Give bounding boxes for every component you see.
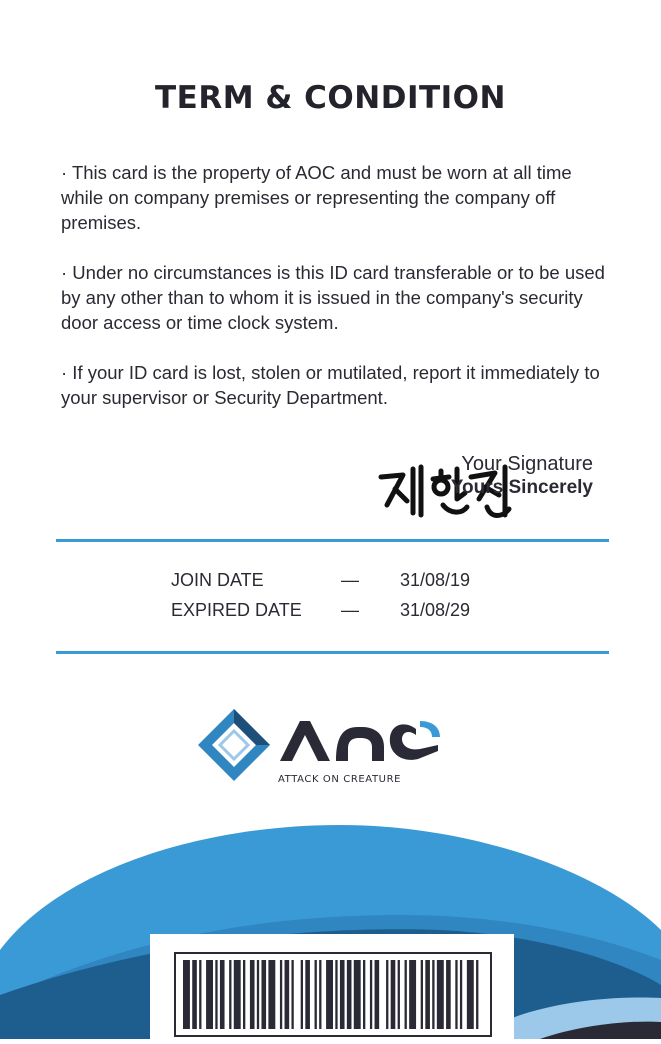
barcode-bar xyxy=(319,960,321,1029)
barcode-bar xyxy=(301,960,303,1029)
expired-date-separator: — xyxy=(341,600,359,620)
join-date-value: 31/08/19 xyxy=(400,570,471,590)
diamond-logo-icon xyxy=(198,709,270,781)
barcode-bar xyxy=(215,960,217,1029)
barcode-bar xyxy=(446,960,451,1029)
aoc-logo xyxy=(196,707,446,789)
barcode-bar xyxy=(243,960,245,1029)
barcode-bar xyxy=(280,960,282,1029)
signature-label: Your Signature xyxy=(461,453,593,475)
barcode-bar xyxy=(315,960,317,1029)
barcode-card xyxy=(150,934,514,1044)
dates-block xyxy=(171,570,511,630)
barcode-bar xyxy=(425,960,430,1029)
barcode-bar xyxy=(398,960,400,1029)
barcode-bar xyxy=(305,960,310,1029)
term-clause: · If your ID card is lost, stolen or mutilated, report it immediately to your supervisor or Security Department. xyxy=(61,362,600,408)
barcode-bar xyxy=(261,960,266,1029)
barcode-bar xyxy=(370,960,372,1029)
barcode-bar xyxy=(467,960,474,1029)
barcode-bar xyxy=(375,960,380,1029)
barcode-bar xyxy=(432,960,434,1029)
term-clause: · This card is the property of AOC and must be worn at all time while on company premises or representing the company off premises. xyxy=(61,162,572,233)
barcode-bar xyxy=(340,960,345,1029)
barcode-bar xyxy=(455,960,457,1029)
barcode-bar xyxy=(386,960,388,1029)
barcode-bar xyxy=(257,960,259,1029)
barcode xyxy=(174,952,492,1037)
barcode-bar xyxy=(220,960,225,1029)
join-date-separator: — xyxy=(341,570,359,590)
expired-date-row xyxy=(171,600,511,630)
barcode-bar xyxy=(291,960,293,1029)
barcode-bar xyxy=(199,960,201,1029)
barcode-bar xyxy=(409,960,416,1029)
divider-top xyxy=(56,539,609,542)
barcode-bar xyxy=(476,960,478,1029)
barcode-bar xyxy=(437,960,444,1029)
divider-bottom xyxy=(56,651,609,654)
barcode-bar xyxy=(250,960,255,1029)
term-clause: · Under no circumstances is this ID card transferable or to be used by any other than to whom it is issued in the company's security door access or time clock system. xyxy=(61,262,605,333)
terms-list xyxy=(61,160,606,435)
signature-block xyxy=(451,452,593,500)
barcode-bar xyxy=(206,960,213,1029)
barcode-bar xyxy=(335,960,337,1029)
barcode-bar xyxy=(192,960,197,1029)
barcode-bar xyxy=(460,960,462,1029)
barcode-bar xyxy=(285,960,290,1029)
barcode-bar xyxy=(405,960,407,1029)
barcode-bar xyxy=(234,960,241,1029)
barcode-bar xyxy=(183,960,190,1029)
barcode-bar xyxy=(391,960,396,1029)
barcode-bar xyxy=(229,960,231,1029)
barcode-bar xyxy=(326,960,333,1029)
expired-date-label: EXPIRED DATE xyxy=(171,600,302,620)
join-date-label: JOIN DATE xyxy=(171,570,264,590)
logo-tagline: ATTACK ON CREATURE xyxy=(278,774,402,785)
page-title: TERM & CONDITION xyxy=(155,80,506,116)
barcode-bar xyxy=(363,960,365,1029)
barcode-bar xyxy=(421,960,423,1029)
join-date-row xyxy=(171,570,511,600)
barcode-bar xyxy=(268,960,275,1029)
barcode-bar xyxy=(347,960,352,1029)
barcode-bar xyxy=(354,960,361,1029)
signature-closing: Yours Sincerely xyxy=(450,477,593,498)
expired-date-value: 31/08/29 xyxy=(400,600,471,620)
